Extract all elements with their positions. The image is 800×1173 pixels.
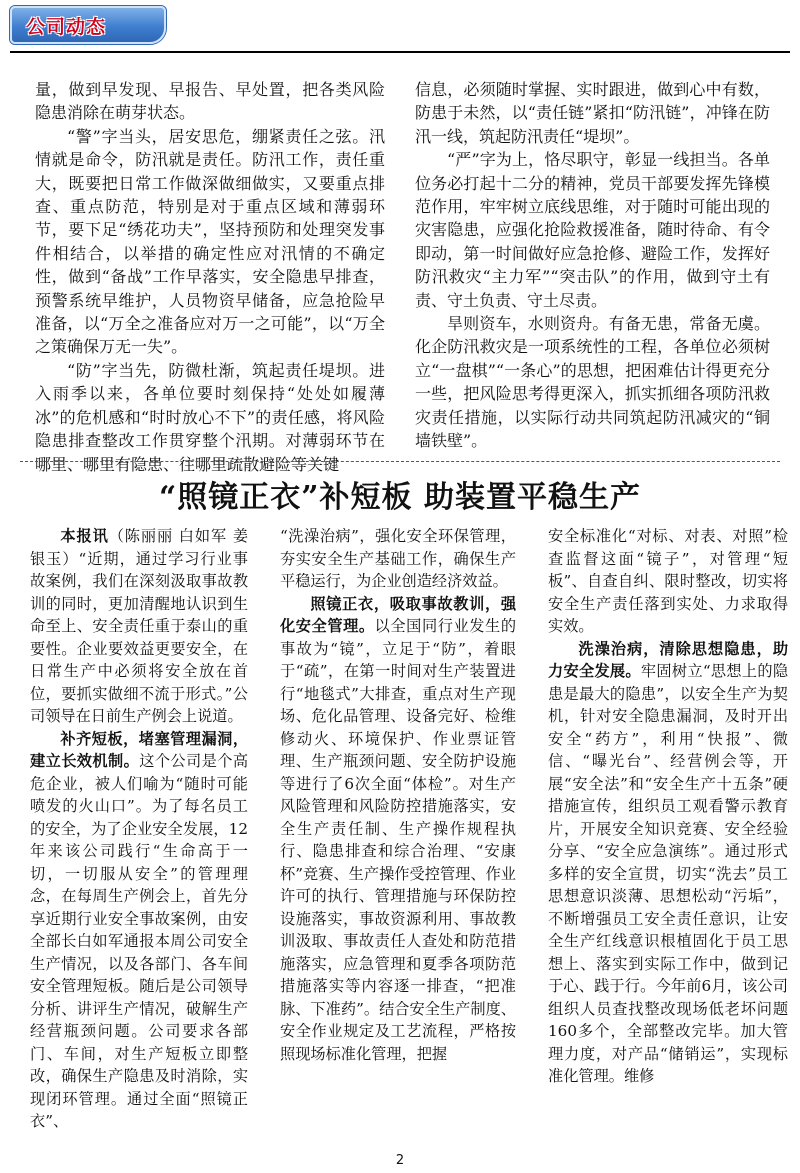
paragraph xyxy=(30,728,248,1133)
paragraph: “严”字为上，恪尽职守，彰显一线担当。各单位务必打起十二分的精神，党员干部要发挥先锋模范作用，牢牢树立底线思维，对于随时可能出现的灾害隐患，应强化抢险救援准备，随时待命、有令即动，第一时间做好应急抢修、避险工作，发挥好防汛救灾“主力军”“突击队”的作用，做到守土有责、守土负责、守土尽责。 xyxy=(415,150,770,310)
paragraph-body: 安全标准化“对标、对表、对照”检查监督这面“镜子”，对管理“短板”、自查自纠、限时整改，切实将安全生产责任落到实处、力求取得实效。 xyxy=(548,527,788,635)
section-label: 公司动态 xyxy=(26,16,107,38)
article-column-3 xyxy=(548,525,788,1135)
paragraph xyxy=(30,525,248,728)
paragraph xyxy=(548,525,788,638)
paragraph-body: 牢固树立“思想上的隐患是最大的隐患”，以安全生产为契机，针对安全隐患漏洞，及时开出安全“药方”，利用“快报”、微信、“曝光台”、经营例会等，开展“安全法”和“安全生产十五条”硬措施宣传，组织员工观看警示教育片，开展安全知识竞赛、安全经验分享、“安全应急演练”。通过形式多样的安全宣贯，切实“洗去”员工思想意识淡薄、思想松动“污垢”，不断增强员工安全责任意识，让安全生产红线意识根植固化于员工思想上、落实到实际工作中，做到记于心、践于行。今年前6月，该公司组织人员查找整改现场低老坏问题160多个，全部整改完毕。加大管理力度，对产品“储销运”，实现标准化管理。维修 xyxy=(548,662,789,1085)
paragraph: “警”字当头，居安思危，绷紧责任之弦。汛情就是命令，防汛就是责任。防汛工作，责任重大，既要把日常工作做深做细做实，又要重点排查、重点防范，特别是对于重点区域和薄弱环节，要下足“绣花功夫”，坚持预防和处理突发事件相结合，以举措的确定性应对汛情的不确定性，做到“备战”工作早落实，安全隐患早排查，预警系统早维护，人员物资早储备，应急抢险早准备，以“万全之准备应对万一之可能”，以“万全之策确保万无一失”。 xyxy=(35,126,385,357)
paragraph-body: （陈丽丽 白如军 姜银玉）“近期，通过学习行业事故案例，我们在深刻汲取事故教训的同时，更加清醒地认识到生命至上、安全责任重于泰山的重要性。企业要效益更要安全，在日常生产中必须将安全放在首位，要抓实做细不流于形式。”公司领导在日前生产例会上说道。 xyxy=(30,527,249,725)
paragraph-lead: 照镜正衣，吸取事故教训，强化安全管理。 xyxy=(280,594,516,635)
paragraph xyxy=(280,593,516,1066)
paragraph-body: “洗澡治病”，强化安全环保管理，夯实安全生产基础工作，确保生产平稳运行，为企业创造经济效益。 xyxy=(280,527,516,590)
paragraph-lead: 补齐短板，堵塞管理漏洞，建立长效机制。 xyxy=(30,729,248,770)
article-column-1 xyxy=(30,525,248,1135)
paragraph-body: 以全国同行业发生的事故为“镜”，立足于“防”，着眼于“疏”，在第一时间对生产装置进行“地毯式”大排查，重点对生产现场、危化品管理、设备完好、检维修动火、环境保护、作业票证管理、生产瓶颈问题、安全防护设施等进行了6次全面“体检”。对生产风险管理和风险防控措施落实，安全生产责任制、生产操作规程执行、隐患排查和综合治理、“安康杯”竞赛、生产操作受控管理、作业许可的执行、管理措施与环保防控设施落实，事故资源利用、事故教训汲取、事故责任人查处和防范措施落实，应急管理和夏季各项防范措施落实等内容逐一排查，“把准脉、下准药”。结合安全生产制度、安全作业规定及工艺流程，严格按照现场标准化管理，把握 xyxy=(280,617,517,1063)
section-tab xyxy=(10,6,166,44)
top-left-column xyxy=(35,78,385,474)
paragraph xyxy=(548,638,788,1088)
paragraph: 信息，必须随时掌握、实时跟进，做到心中有数，防患于未然，以“责任链”紧扣“防汛链”，冲锋在防汛一线，筑起防汛责任“堤坝”。 xyxy=(415,80,770,146)
paragraph-lead: 洗澡治病，清除思想隐患，助力安全发展。 xyxy=(548,639,788,680)
header-rule xyxy=(10,51,790,53)
page-number: 2 xyxy=(395,1153,405,1168)
paragraph-lead: 本报讯 xyxy=(60,527,109,545)
article-headline: “照镜正衣”补短板 助装置平稳生产 xyxy=(159,480,641,515)
paragraph xyxy=(280,525,516,593)
paragraph: 旱则资车，水则资舟。有备无患，常备无虞。化企防汛救灾是一项系统性的工程，各单位必须树立“一盘棋”“一条心”的思想，把困难估计得更充分一些，把风险思考得更深入，抓实抓细各项防汛救灾责任措施，以实际行动共同筑起防汛减灾的“铜墙铁壁”。 xyxy=(415,314,770,451)
paragraph: “防”字当先，防微杜渐，筑起责任堤坝。进入雨季以来，各单位要时刻保持“处处如履薄冰”的危机感和“时时放心不下”的责任感，将风险隐患排查整改工作贯穿整个汛期。对薄弱环节在哪里、哪里有隐患、往哪里疏散避险等关键 xyxy=(35,360,385,474)
paragraph-body: 这个公司是个高危企业，被人们喻为“随时可能喷发的火山口”。为了每名员工的安全，为了企业安全发展，12年来该公司践行“生命高于一切，一切服从安全”的管理理念，在每周生产例会上，首先分享近期行业安全事故案例，由安全部长白如军通报本周公司安全生产情况，以及各部门、各车间安全管理短板。随后是公司领导分析、讲评生产情况，破解生产经营瓶颈问题。公司要求各部门、车间，对生产短板立即整改，确保生产隐患及时消除，实现闭环管理。通过全面“照镜正衣”、 xyxy=(30,752,249,1130)
article-column-2 xyxy=(280,525,516,1135)
top-right-column xyxy=(415,78,770,450)
paragraph: 量，做到早发现、早报告、早处置，把各类风险隐患消除在萌芽状态。 xyxy=(35,80,385,123)
article-separator xyxy=(20,461,780,463)
